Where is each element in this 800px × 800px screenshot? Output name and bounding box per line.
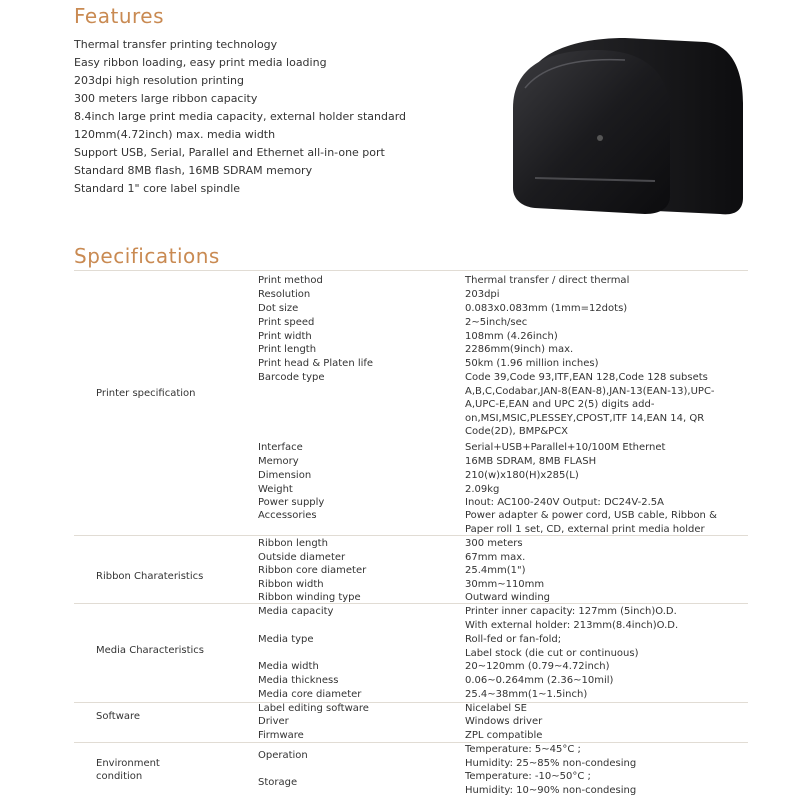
spec-value: Nicelabel SE xyxy=(465,703,527,714)
spec-name: Barcode type xyxy=(258,372,325,383)
spec-value: 0.083x0.083mm (1mm=12dots) xyxy=(465,303,628,314)
spec-value: 210(w)x180(H)x285(L) xyxy=(465,470,579,481)
spec-name: Print length xyxy=(258,344,317,355)
spec-value: 2~5inch/sec xyxy=(465,317,528,328)
spec-value: Serial+USB+Parallel+10/100M Ethernet xyxy=(465,442,666,453)
spec-name: Operation xyxy=(258,750,308,761)
feature-item: Thermal transfer printing technology xyxy=(74,38,278,51)
spec-value: 67mm max. xyxy=(465,552,526,563)
spec-name: Ribbon winding type xyxy=(258,592,361,603)
group-label-media: Media Characteristics xyxy=(96,645,204,656)
spec-name: Driver xyxy=(258,716,289,727)
spec-name: Print method xyxy=(258,275,323,286)
printer-image xyxy=(505,28,747,218)
spec-value: Temperature: 5~45°C ; Humidity: 25~85% non-condesing xyxy=(465,744,637,769)
spec-name: Outside diameter xyxy=(258,552,346,563)
feature-item: 300 meters large ribbon capacity xyxy=(74,92,258,105)
group-label-environment: Environment condition xyxy=(96,758,160,782)
feature-item: 8.4inch large print media capacity, external holder standard xyxy=(74,110,407,123)
spec-name: Media type xyxy=(258,634,314,645)
feature-item: Support USB, Serial, Parallel and Ethernet all-in-one port xyxy=(74,146,385,159)
spec-value: Roll-fed or fan-fold; Label stock (die cut or continuous) xyxy=(465,634,639,659)
spec-value: Windows driver xyxy=(465,716,543,727)
spec-name: Firmware xyxy=(258,730,304,741)
spec-value: 30mm~110mm xyxy=(465,579,545,590)
spec-name: Media core diameter xyxy=(258,689,362,700)
group-label-printer: Printer specification xyxy=(96,388,196,399)
spec-name: Label editing software xyxy=(258,703,369,714)
specifications-heading: Specifications xyxy=(74,244,220,268)
spec-value: Printer inner capacity: 127mm (5inch)O.D. With external holder: 213mm(8.4inch)O.D. xyxy=(465,606,679,631)
spec-value: 2.09kg xyxy=(465,484,500,495)
spec-value: Thermal transfer / direct thermal xyxy=(465,275,630,286)
spec-value: 16MB SDRAM, 8MB FLASH xyxy=(465,456,597,467)
feature-item: Easy ribbon loading, easy print media loading xyxy=(74,56,327,69)
spec-name: Media width xyxy=(258,661,319,672)
spec-name: Ribbon length xyxy=(258,538,328,549)
spec-name: Power supply xyxy=(258,497,325,508)
spec-value: 25.4~38mm(1~1.5inch) xyxy=(465,689,588,700)
spec-name: Memory xyxy=(258,456,299,467)
spec-value: 0.06~0.264mm (2.36~10mil) xyxy=(465,675,614,686)
spec-value: Temperature: -10~50°C ; Humidity: 10~90% non-condesing xyxy=(465,771,637,796)
spec-name: Resolution xyxy=(258,289,311,300)
feature-item: 120mm(4.72inch) max. media width xyxy=(74,128,276,141)
spec-value: 20~120mm (0.79~4.72inch) xyxy=(465,661,610,672)
spec-name: Dot size xyxy=(258,303,299,314)
spec-name: Print width xyxy=(258,331,312,342)
spec-name: Ribbon core diameter xyxy=(258,565,367,576)
spec-value: 50km (1.96 million inches) xyxy=(465,358,599,369)
table-divider xyxy=(74,270,748,271)
spec-value: Outward winding xyxy=(465,592,551,603)
spec-name: Weight xyxy=(258,484,293,495)
spec-value: Inout: AC100-240V Output: DC24V-2.5A xyxy=(465,497,664,508)
spec-name: Dimension xyxy=(258,470,312,481)
spec-name: Media thickness xyxy=(258,675,339,686)
spec-name: Media capacity xyxy=(258,606,334,617)
spec-value: 203dpi xyxy=(465,289,500,300)
spec-name: Ribbon width xyxy=(258,579,324,590)
spec-name: Print speed xyxy=(258,317,315,328)
spec-name: Interface xyxy=(258,442,303,453)
group-label-ribbon: Ribbon Charateristics xyxy=(96,571,204,582)
spec-value: Code 39,Code 93,ITF,EAN 128,Code 128 subsets A,B,C,Codabar,JAN-8(EAN-8),JAN-13(EAN-13),UPC- A,UPC-E,EAN and UPC 2(5) digits add- on,MSI,MSIC,PLESSEY,CPOST,ITF 14,EAN 14, QR Code(2D), BMP&PCX xyxy=(465,372,715,437)
feature-item: Standard 8MB flash, 16MB SDRAM memory xyxy=(74,164,313,177)
spec-value: 2286mm(9inch) max. xyxy=(465,344,574,355)
spec-value: Power adapter & power cord, USB cable, Ribbon & Paper roll 1 set, CD, external print media holder xyxy=(465,510,717,535)
features-list xyxy=(74,36,406,198)
spec-value: 108mm (4.26inch) xyxy=(465,331,558,342)
features-heading: Features xyxy=(74,4,164,28)
spec-name: Print head & Platen life xyxy=(258,358,374,369)
feature-item: 203dpi high resolution printing xyxy=(74,74,244,87)
spec-value: 300 meters xyxy=(465,538,523,549)
group-label-software: Software xyxy=(96,711,141,722)
feature-item: Standard 1" core label spindle xyxy=(74,182,241,195)
spec-name: Storage xyxy=(258,777,298,788)
spec-value: 25.4mm(1") xyxy=(465,565,526,576)
spec-value: ZPL compatible xyxy=(465,730,543,741)
spec-name: Accessories xyxy=(258,510,317,521)
